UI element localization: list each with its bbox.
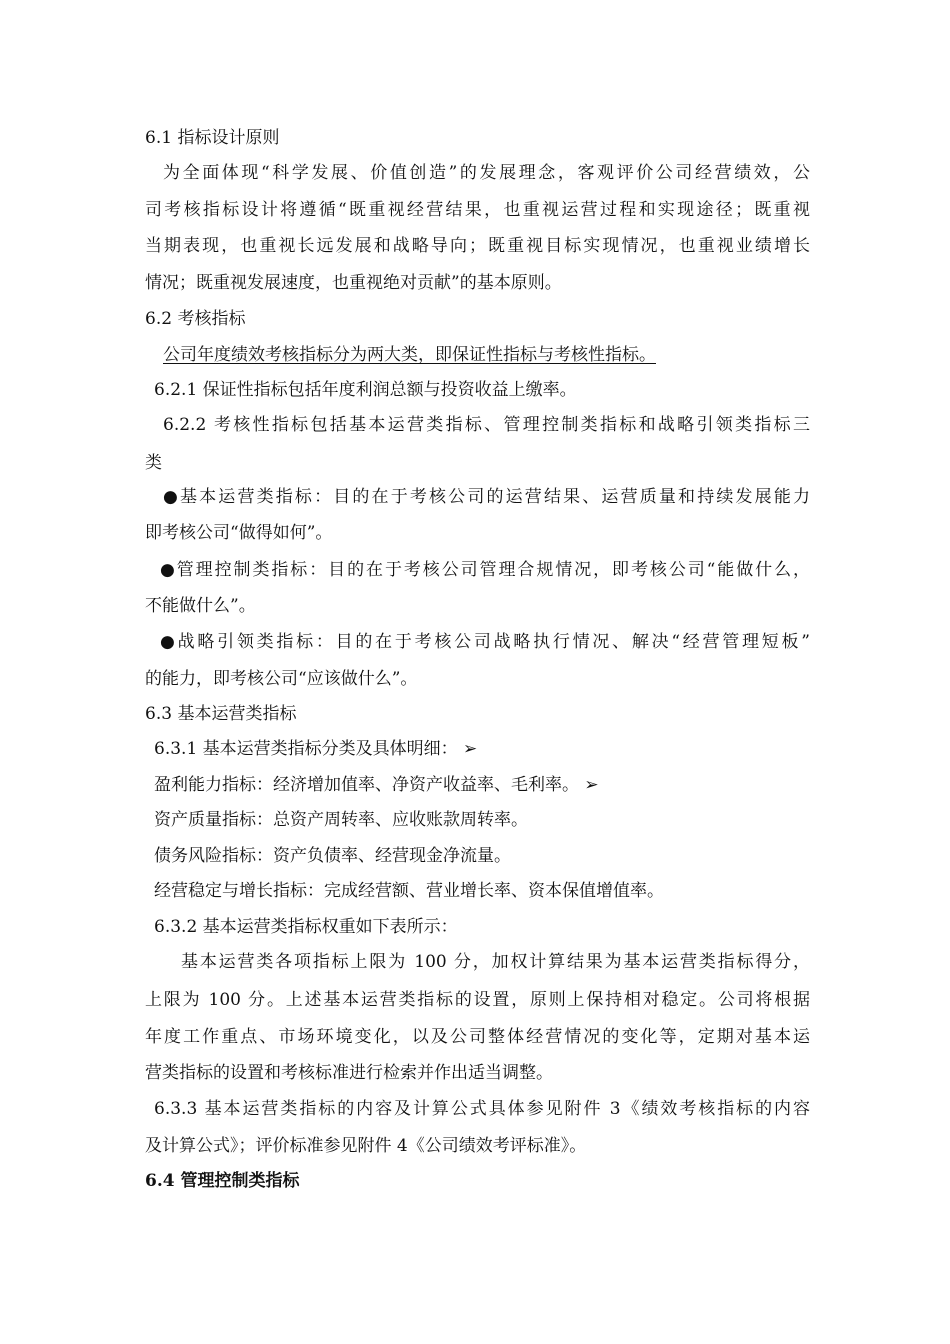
subsection-6-3-1: 6.3.1 基本运营类指标分类及具体明细： ➢ bbox=[154, 739, 478, 759]
section-heading-6-1: 6.1 指标设计原则 bbox=[145, 128, 280, 148]
paragraph-line: 年度工作重点、市场环境变化，以及公司整体经营情况的变化等，定期对基本运 bbox=[145, 1027, 810, 1047]
list-item: 经营稳定与增长指标：完成经营额、营业增长率、资本保值增值率。 bbox=[154, 881, 664, 901]
paragraph-line: 当期表现，也重视长远发展和战略导向；既重视目标实现情况，也重视业绩增长 bbox=[145, 236, 810, 256]
paragraph-line: 即考核公司“做得如何”。 bbox=[145, 523, 333, 543]
section-heading-6-2: 6.2 考核指标 bbox=[145, 309, 246, 329]
subsection-6-2-2: 6.2.2 考核性指标包括基本运营类指标、管理控制类指标和战略引领类指标三 bbox=[163, 415, 810, 435]
list-item: 资产质量指标：总资产周转率、应收账款周转率。 bbox=[154, 810, 528, 830]
section-heading-6-3: 6.3 基本运营类指标 bbox=[145, 704, 297, 724]
bullet-item: ●管理控制类指标：目的在于考核公司管理合规情况，即考核公司“能做什么， bbox=[160, 560, 810, 580]
paragraph-line: 及计算公式》；评价标准参见附件 4《公司绩效考评标准》。 bbox=[145, 1136, 587, 1156]
section-heading-6-4: 6.4 管理控制类指标 bbox=[145, 1171, 300, 1191]
subsection-6-3-2: 6.3.2 基本运营类指标权重如下表所示： bbox=[154, 917, 458, 937]
subsection-6-2-1: 6.2.1 保证性指标包括年度利润总额与投资收益上缴率。 bbox=[154, 380, 577, 400]
paragraph-line: 情况；既重视发展速度，也重视绝对贡献”的基本原则。 bbox=[145, 273, 562, 293]
paragraph-line: 基本运营类各项指标上限为 100 分，加权计算结果为基本运营类指标得分， bbox=[181, 952, 810, 972]
paragraph-line: 上限为 100 分。上述基本运营类指标的设置，原则上保持相对稳定。公司将根据 bbox=[145, 990, 810, 1010]
paragraph-line: 类 bbox=[145, 453, 162, 473]
paragraph-line: 司考核指标设计将遵循“既重视经营结果，也重视运营过程和实现途径；既重视 bbox=[145, 200, 810, 220]
underlined-statement: 公司年度绩效考核指标分为两大类，即保证性指标与考核性指标。 bbox=[163, 345, 656, 365]
paragraph-line: 的能力，即考核公司“应该做什么”。 bbox=[145, 669, 418, 689]
paragraph-line: 为全面体现“科学发展、价值创造”的发展理念，客观评价公司经营绩效，公 bbox=[163, 163, 810, 183]
bullet-item: ●基本运营类指标：目的在于考核公司的运营结果、运营质量和持续发展能力 bbox=[163, 487, 810, 507]
list-item: 盈利能力指标：经济增加值率、净资产收益率、毛利率。 ➢ bbox=[154, 775, 599, 795]
list-item: 债务风险指标：资产负债率、经营现金净流量。 bbox=[154, 846, 511, 866]
paragraph-line: 营类指标的设置和考核标准进行检索并作出适当调整。 bbox=[145, 1063, 553, 1083]
paragraph-line: 不能做什么”。 bbox=[145, 596, 256, 616]
subsection-6-3-3: 6.3.3 基本运营类指标的内容及计算公式具体参见附件 3《绩效考核指标的内容 bbox=[154, 1099, 810, 1119]
bullet-item: ●战略引领类指标：目的在于考核公司战略执行情况、解决“经营管理短板” bbox=[160, 632, 810, 652]
